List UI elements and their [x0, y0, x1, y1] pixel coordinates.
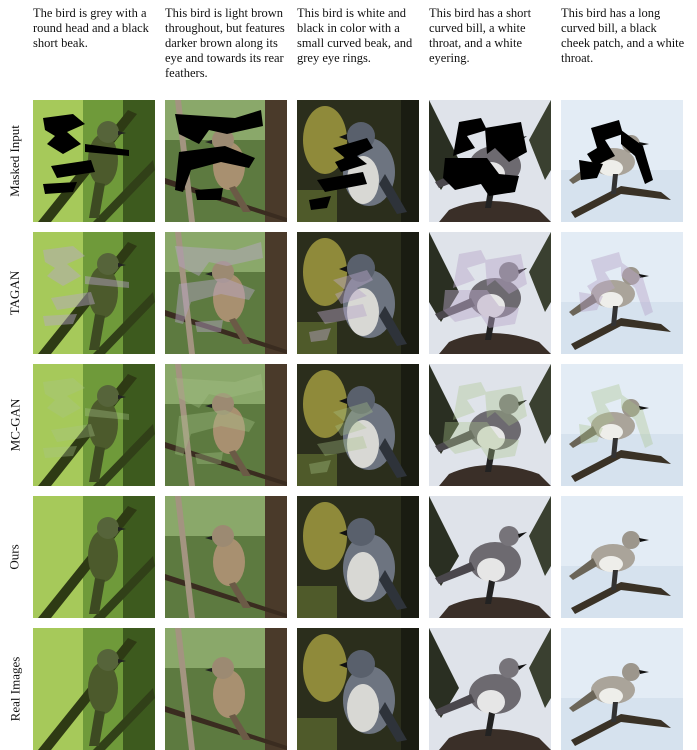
caption-column-3: This bird is white and black in color with a small curved beak, and grey eye rings.	[297, 6, 413, 65]
bird-photo	[33, 364, 155, 486]
bird-photo	[297, 628, 419, 750]
bird-photo	[297, 100, 419, 222]
bird-photo	[561, 628, 683, 750]
row-label-ours: Ours	[7, 544, 22, 570]
row-label-masked-input: Masked Input	[7, 125, 23, 197]
image-masked-col-2	[165, 100, 287, 222]
row-label-mc-gan: MC-GAN	[7, 398, 23, 452]
image-mcgan-col-2	[165, 364, 287, 486]
image-masked-col-5	[561, 100, 683, 222]
row-label-real-images: Real Images	[7, 656, 22, 722]
image-masked-col-4	[429, 100, 551, 222]
image-real-col-4	[429, 628, 551, 750]
image-mcgan-col-3	[297, 364, 419, 486]
caption-column-4: This bird has a short curved bill, a white throat, and a white eyering.	[429, 6, 532, 65]
image-mcgan-col-5	[561, 364, 683, 486]
image-tagan-col-3	[297, 232, 419, 354]
caption-column-1: The bird is grey with a round head and a black short beak.	[33, 6, 149, 50]
image-ours-col-4	[429, 496, 551, 618]
image-tagan-col-2	[165, 232, 287, 354]
bird-photo	[561, 232, 683, 354]
bird-photo	[561, 364, 683, 486]
caption-header	[0, 0, 697, 100]
bird-photo	[561, 100, 683, 222]
image-ours-col-5	[561, 496, 683, 618]
image-tagan-col-1	[33, 232, 155, 354]
image-real-col-3	[297, 628, 419, 750]
caption-column-2: This bird is light brown throughout, but features darker brown along its eye and towards its rear feathers.	[165, 6, 285, 80]
bird-photo	[429, 100, 551, 222]
bird-photo	[561, 496, 683, 618]
image-ours-col-3	[297, 496, 419, 618]
image-masked-col-1	[33, 100, 155, 222]
bird-photo	[165, 496, 287, 618]
image-real-col-5	[561, 628, 683, 750]
row-label-tagan: TAGAN	[7, 270, 23, 316]
image-masked-col-3	[297, 100, 419, 222]
bird-photo	[429, 364, 551, 486]
bird-photo	[297, 496, 419, 618]
image-real-col-2	[165, 628, 287, 750]
bird-photo	[297, 364, 419, 486]
image-tagan-col-4	[429, 232, 551, 354]
bird-photo	[297, 232, 419, 354]
bird-photo	[33, 496, 155, 618]
image-ours-col-1	[33, 496, 155, 618]
bird-photo	[33, 232, 155, 354]
bird-photo	[165, 232, 287, 354]
bird-photo	[165, 100, 287, 222]
image-ours-col-2	[165, 496, 287, 618]
bird-photo	[429, 628, 551, 750]
image-real-col-1	[33, 628, 155, 750]
caption-column-5: This bird has a long curved bill, a black cheek patch, and a white throat.	[561, 6, 685, 65]
image-mcgan-col-4	[429, 364, 551, 486]
image-mcgan-col-1	[33, 364, 155, 486]
bird-photo	[33, 628, 155, 750]
bird-photo	[429, 232, 551, 354]
bird-photo	[429, 496, 551, 618]
bird-photo	[165, 628, 287, 750]
image-tagan-col-5	[561, 232, 683, 354]
bird-photo	[165, 364, 287, 486]
bird-photo	[33, 100, 155, 222]
